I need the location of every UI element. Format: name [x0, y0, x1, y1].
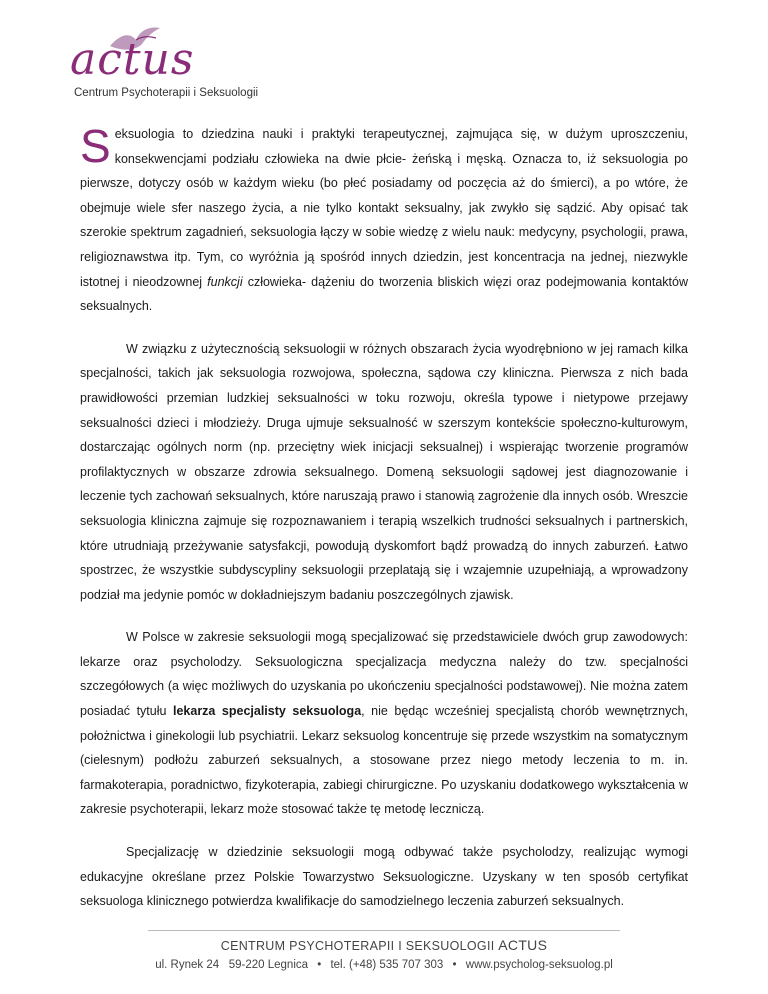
paragraph-psychologists: Specjalizację w dziedzinie seksuologii mogą odbywać także psycholodzy, realizując wymogi edukacyjne określane przez Polskie Towarzystwo Seksuologiczne. Uzyskany w ten sposób certyfikat seksuologa klinicznego potwierdza kwalifikacje do samodzielnego leczenia zaburzeń seksualnych.: [80, 845, 688, 909]
paragraph-intro: [80, 122, 688, 319]
footer-divider: [148, 930, 620, 931]
footer-separator: •: [317, 959, 322, 971]
drop-cap: S: [80, 120, 111, 172]
footer-brand: ACTUS: [498, 937, 548, 953]
footer-website[interactable]: www.psycholog-seksuolog.pl: [465, 959, 613, 971]
footer-title-text: CENTRUM PSYCHOTERAPII I SEKSUOLOGII: [220, 939, 495, 953]
footer-title: [0, 937, 768, 953]
emphasis-funkcji: funkcji: [207, 274, 243, 289]
logo-wordmark: actus: [70, 34, 195, 85]
paragraph-poland-text: W Polsce w zakresie seksuologii mogą specjalizować się przedstawiciele dwóch grup zawodowych: lekarze oraz psycholodzy. Seksuologiczna specjalizacja medyczna należy do tzw. specjalności szczegółowych (a więc możliwych do uzyskania po ukończeniu specjalności podstawowej). Nie można zatem posiadać tytułu: [80, 630, 688, 719]
footer-phone: tel. (+48) 535 707 303: [330, 959, 444, 971]
paragraph-specialties: W związku z użytecznością seksuologii w różnych obszarach życia wyodrębniono w jej ramach kilka specjalności, takich jak seksuologia rozwojowa, społeczna, sądowa czy kliniczna. Pierwsza z nich bada prawidłowości przemian ludzkiej seksualności w toku rozwoju, określa typowe i nietypowe przejawy seksualności dzieci i młodzieży. Druga ujmuje seksualność w szerszym kontekście społeczno-kulturowym, dostarczając ogólnych norm (np. przeciętny wiek inicjacji seksualnej) i wspierając tworzenie programów profilaktycznych w obszarze zdrowia seksualnego. Domeną seksuologii sądowej jest diagnozowanie i leczenie tych zachowań seksualnych, które naruszają prawo i stanowią zagrożenie dla innych osób. Wreszcie seksuologia kliniczna zajmuje się rozpoznawaniem i terapią wszelkich trudności seksualnych i partnerskich, które utrudniają przeżywanie satysfakcji, powodują dyskomfort bądź prowadzą do innych zaburzeń. Łatwo spostrzec, że wszystkie subdyscypliny seksuologii przeplatają się i wzajemnie uzupełniają, a wprowadzony podział ma jedynie pomóc w dokładniejszym badaniu poszczególnych zjawisk.: [80, 341, 688, 602]
footer-postal: 59-220 Legnica: [228, 959, 309, 971]
paragraph-poland-text-end: , nie będąc wcześniej specjalistą chorób wewnętrznych, położnictwa i ginekologii lub psychiatrii. Lekarz seksuolog koncentruje się przede wszystkim na somatycznym (cielesnym) podłożu zaburzeń seksualnych, a stosowane przez niego metody leczenia to m. in. farmakoterapia, poradnictwo, fizykoterapia, zabiegi chirurgiczne. Po uzyskaniu dodatkowego wykształcenia w zakresie psychoterapii, lekarz może stosować także tę metodę leczniczą.: [80, 704, 689, 817]
paragraph-intro-text-end: człowieka- dążeniu do tworzenia bliskich więzi oraz podejmowania kontaktów seksualnych.: [80, 274, 688, 314]
logo: [66, 26, 266, 106]
paragraph-poland: [80, 625, 688, 822]
paragraph-intro-text: eksuologia to dziedzina nauki i praktyki terapeutycznej, zajmująca się, w dużym uproszczeniu, konsekwencjami podziału człowieka na dwie płcie- żeńską i męską. Oznacza to, iż seksuologia po pierwsze, dotyczy osób w każdym wieku (bo płeć posiadamy od poczęcia aż do śmierci), a po wtóre, że obejmuje wiele sfer naszego życia, a nie tylko kontakt seksualny, jak zwykło się sądzić. Aby opisać tak szerokie spektrum zagadnień, seksuologia łączy w sobie wiedzę z wielu nauk: medycyny, psychologii, prawa, religioznawstwa itp. Tym, co wyróżnia ją spośród innych dziedzin, jest koncentracja na jednej, niezwykle istotnej i nieodzownej: [80, 127, 688, 289]
article-body: [80, 122, 688, 932]
logo-subtitle: Centrum Psychoterapii i Seksuologii: [74, 87, 259, 99]
bold-specialist-title: lekarza specjalisty seksuologa: [172, 704, 362, 719]
footer-separator: •: [452, 959, 457, 971]
footer-address: ul. Rynek 24: [155, 959, 220, 971]
footer-contact: [0, 959, 768, 971]
